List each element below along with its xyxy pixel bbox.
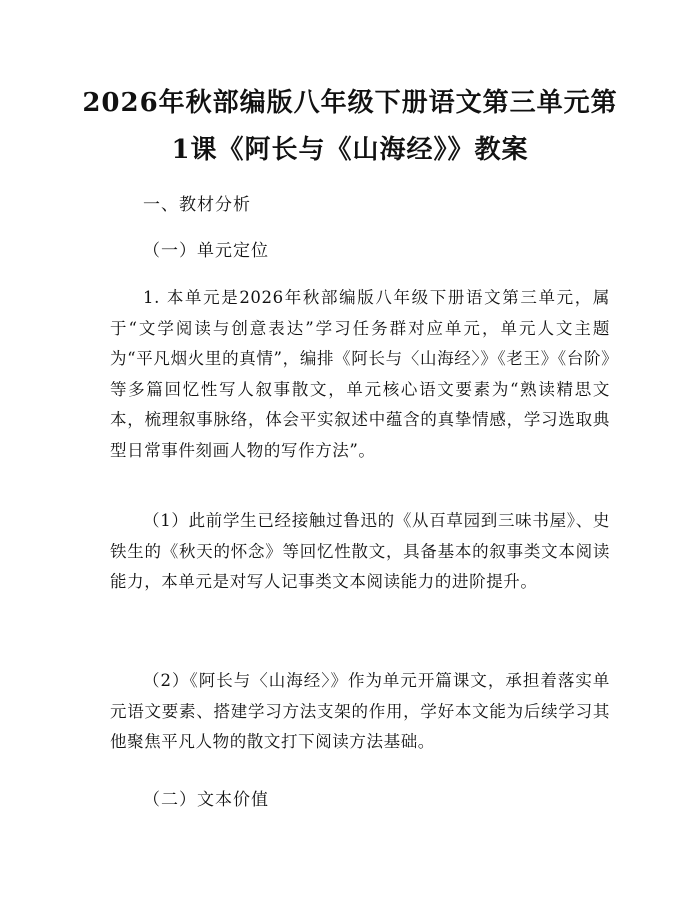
subsection-heading-unit-positioning: （一）单元定位	[143, 241, 269, 261]
subsection-heading-text-value: （二）文本价值	[143, 790, 269, 810]
paragraph-lesson-role: （2）《阿长与〈山海经〉》作为单元开篇课文，承担着落实单元语文要素、搭建学习方法支架的作用，学好本文能为后续学习其他聚焦平凡人物的散文打下阅读方法基础。	[110, 671, 610, 751]
document-title-line-1: 2026年秋部编版八年级下册语文第三单元第	[82, 88, 618, 118]
paragraph-unit-overview: 1. 本单元是2026年秋部编版八年级下册语文第三单元，属于“文学阅读与创意表达”学习任务群对应单元，单元人文主题为“平凡烟火里的真情”，编排《阿长与〈山海经〉》《老王》《台阶》等多篇回忆性写人叙事散文，单元核心语文要素为“熟读精思文本，梳理叙事脉络，体会平实叙述中蕴含的真挚情感，学习选取典型日常事件刻画人物的写作方法”。	[110, 288, 610, 460]
document-title-line-2: 1课《阿长与《山海经》》教案	[171, 135, 529, 165]
section-heading-materials-analysis: 一、教材分析	[143, 195, 251, 215]
paragraph-prior-knowledge: （1）此前学生已经接触过鲁迅的《从百草园到三味书屋》、史铁生的《秋天的怀念》等回忆性散文，具备基本的叙事类文本阅读能力，本单元是对写人记事类文本阅读能力的进阶提升。	[110, 511, 610, 591]
